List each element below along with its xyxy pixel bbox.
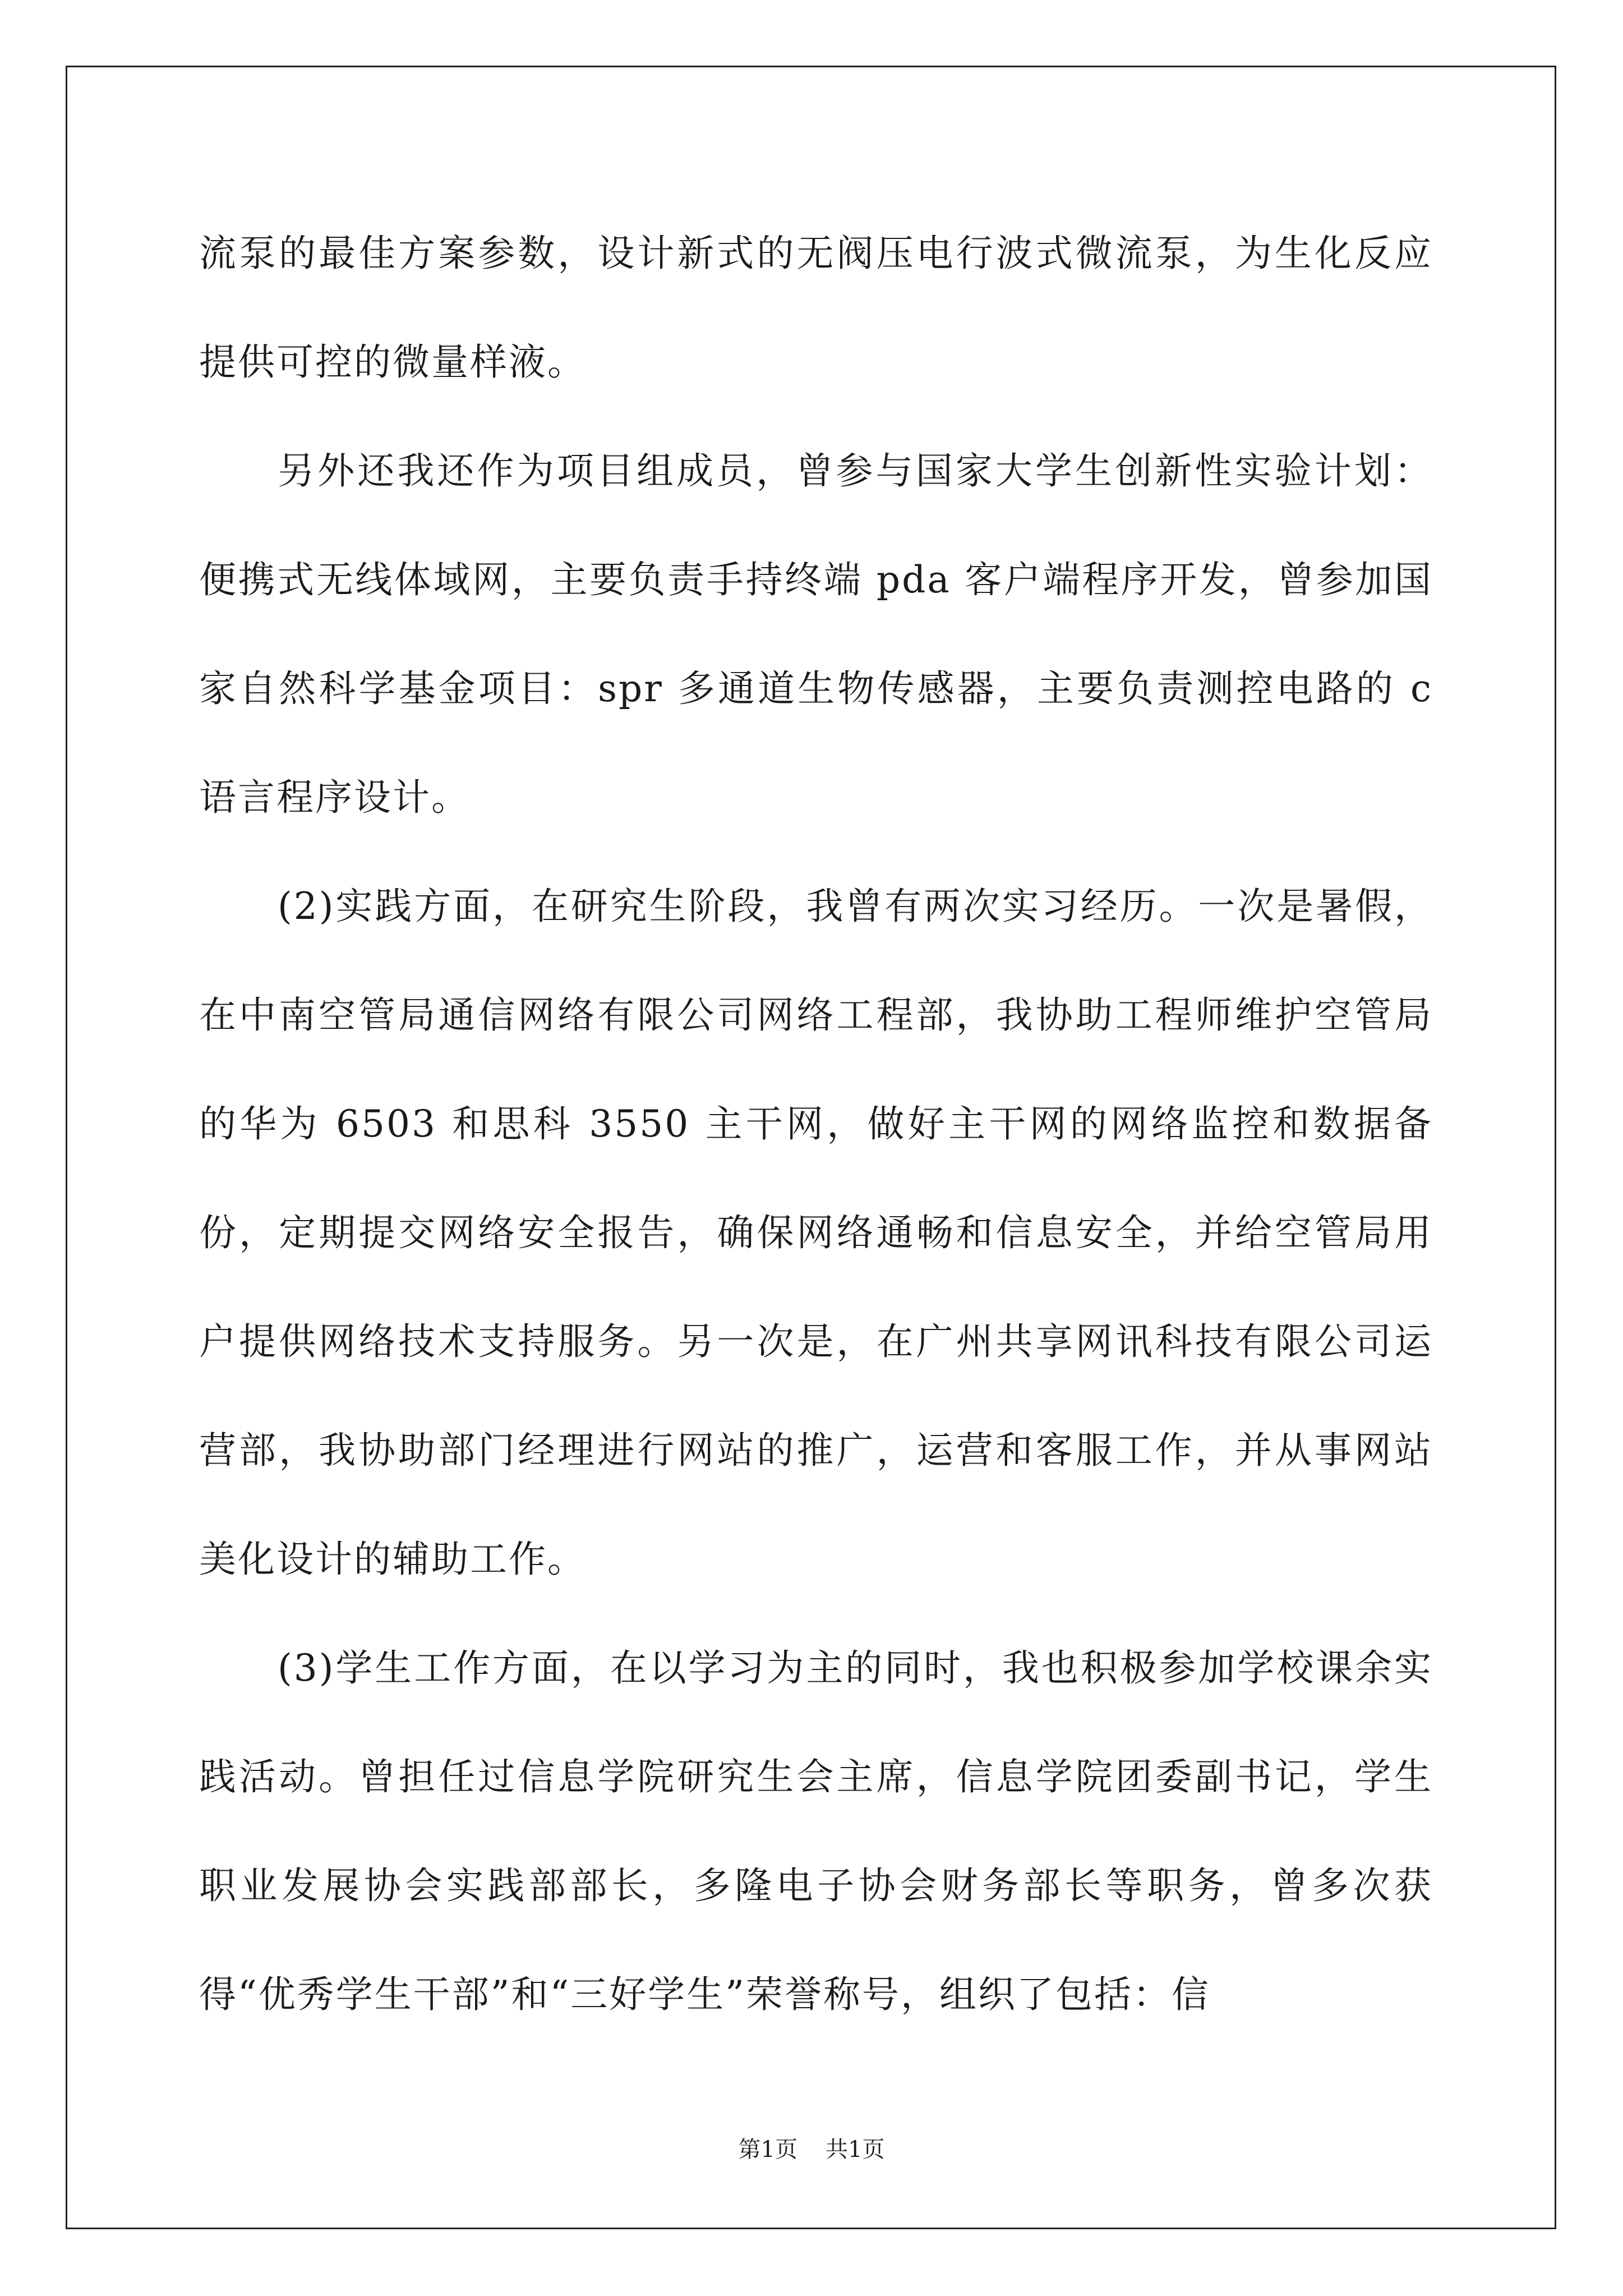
paragraph-4: (3)学生工作方面，在以学习为主的同时，我也积极参加学校课余实践活动。曾担任过信息学院研究生会主席，信息学院团委副书记，学生职业发展协会实践部部长，多隆电子协会财务部长等职务，曾多次获得“优秀学生干部”和“三好学生”荣誉称号，组织了包括：信 [199,1646,1433,2016]
document-body [199,199,1433,2049]
paragraph-3: (2)实践方面，在研究生阶段，我曾有两次实习经历。一次是暑假，在中南空管局通信网络有限公司网络工程部，我协助工程师维护空管局的华为 6503 和思科 3550 主干网，做好主干网的网络监控和数据备份，定期提交网络安全报告，确保网络通畅和信息安全，并给空管局用户提供网络技术支持服务。另一次是，在广州共享网讯科技有限公司运营部，我协助部门经理进行网站的推广，运营和客服工作，并从事网站美化设计的辅助工作。 [199,885,1433,1581]
page-number-current: 第1页 [738,2137,797,2162]
page-number-total: 共1页 [826,2137,885,2162]
paragraph-2: 另外还我还作为项目组成员，曾参与国家大学生创新性实验计划：便携式无线体域网，主要负责手持终端 pda 客户端程序开发，曾参加国家自然科学基金项目：spr 多通道生物传感器，主要负责测控电路的 c 语言程序设计。 [199,449,1433,819]
page-footer [0,2132,1623,2164]
paragraph-1: 流泵的最佳方案参数，设计新式的无阀压电行波式微流泵，为生化反应提供可控的微量样液。 [199,232,1433,384]
